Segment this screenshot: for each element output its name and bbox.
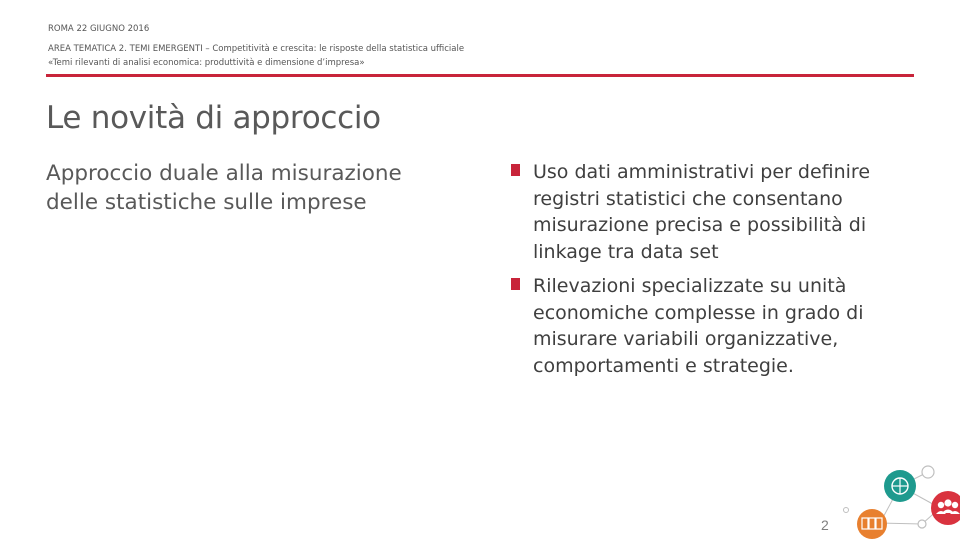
bullet-marker	[511, 278, 520, 290]
bullet-item	[511, 273, 901, 379]
page-number: 2	[821, 517, 829, 533]
slide-title: Le novità di approccio	[46, 100, 381, 136]
documents-icon	[857, 509, 887, 539]
globe-icon	[884, 470, 916, 502]
header-date: ROMA 22 GIUGNO 2016	[48, 24, 150, 34]
header-area: AREA TEMATICA 2. TEMI EMERGENTI – Competitività e crescita: le risposte della statistica ufficiale	[48, 44, 465, 54]
node-circle	[918, 520, 926, 528]
bullet-text: Uso dati amministrativi per definire registri statistici che consentano misurazione precisa e possibilità di linkage tra data set	[533, 161, 871, 263]
left-text: Approccio duale alla misurazione delle statistiche sulle imprese	[46, 161, 402, 215]
decor-network	[840, 450, 960, 540]
bullet-text: Rilevazioni specializzate su unità economiche complesse in grado di misurare variabili organizzative, comportamenti e strategie.	[533, 275, 864, 377]
header-topic: «Temi rilevanti di analisi economica: produttività e dimensione d’impresa»	[48, 58, 365, 68]
header-rule	[46, 74, 914, 77]
node-circle	[922, 466, 934, 478]
node-circle	[844, 508, 849, 513]
bullet-list	[511, 159, 901, 387]
people-icon	[931, 491, 960, 525]
bullet-item	[511, 159, 901, 265]
bullet-marker	[511, 164, 520, 176]
